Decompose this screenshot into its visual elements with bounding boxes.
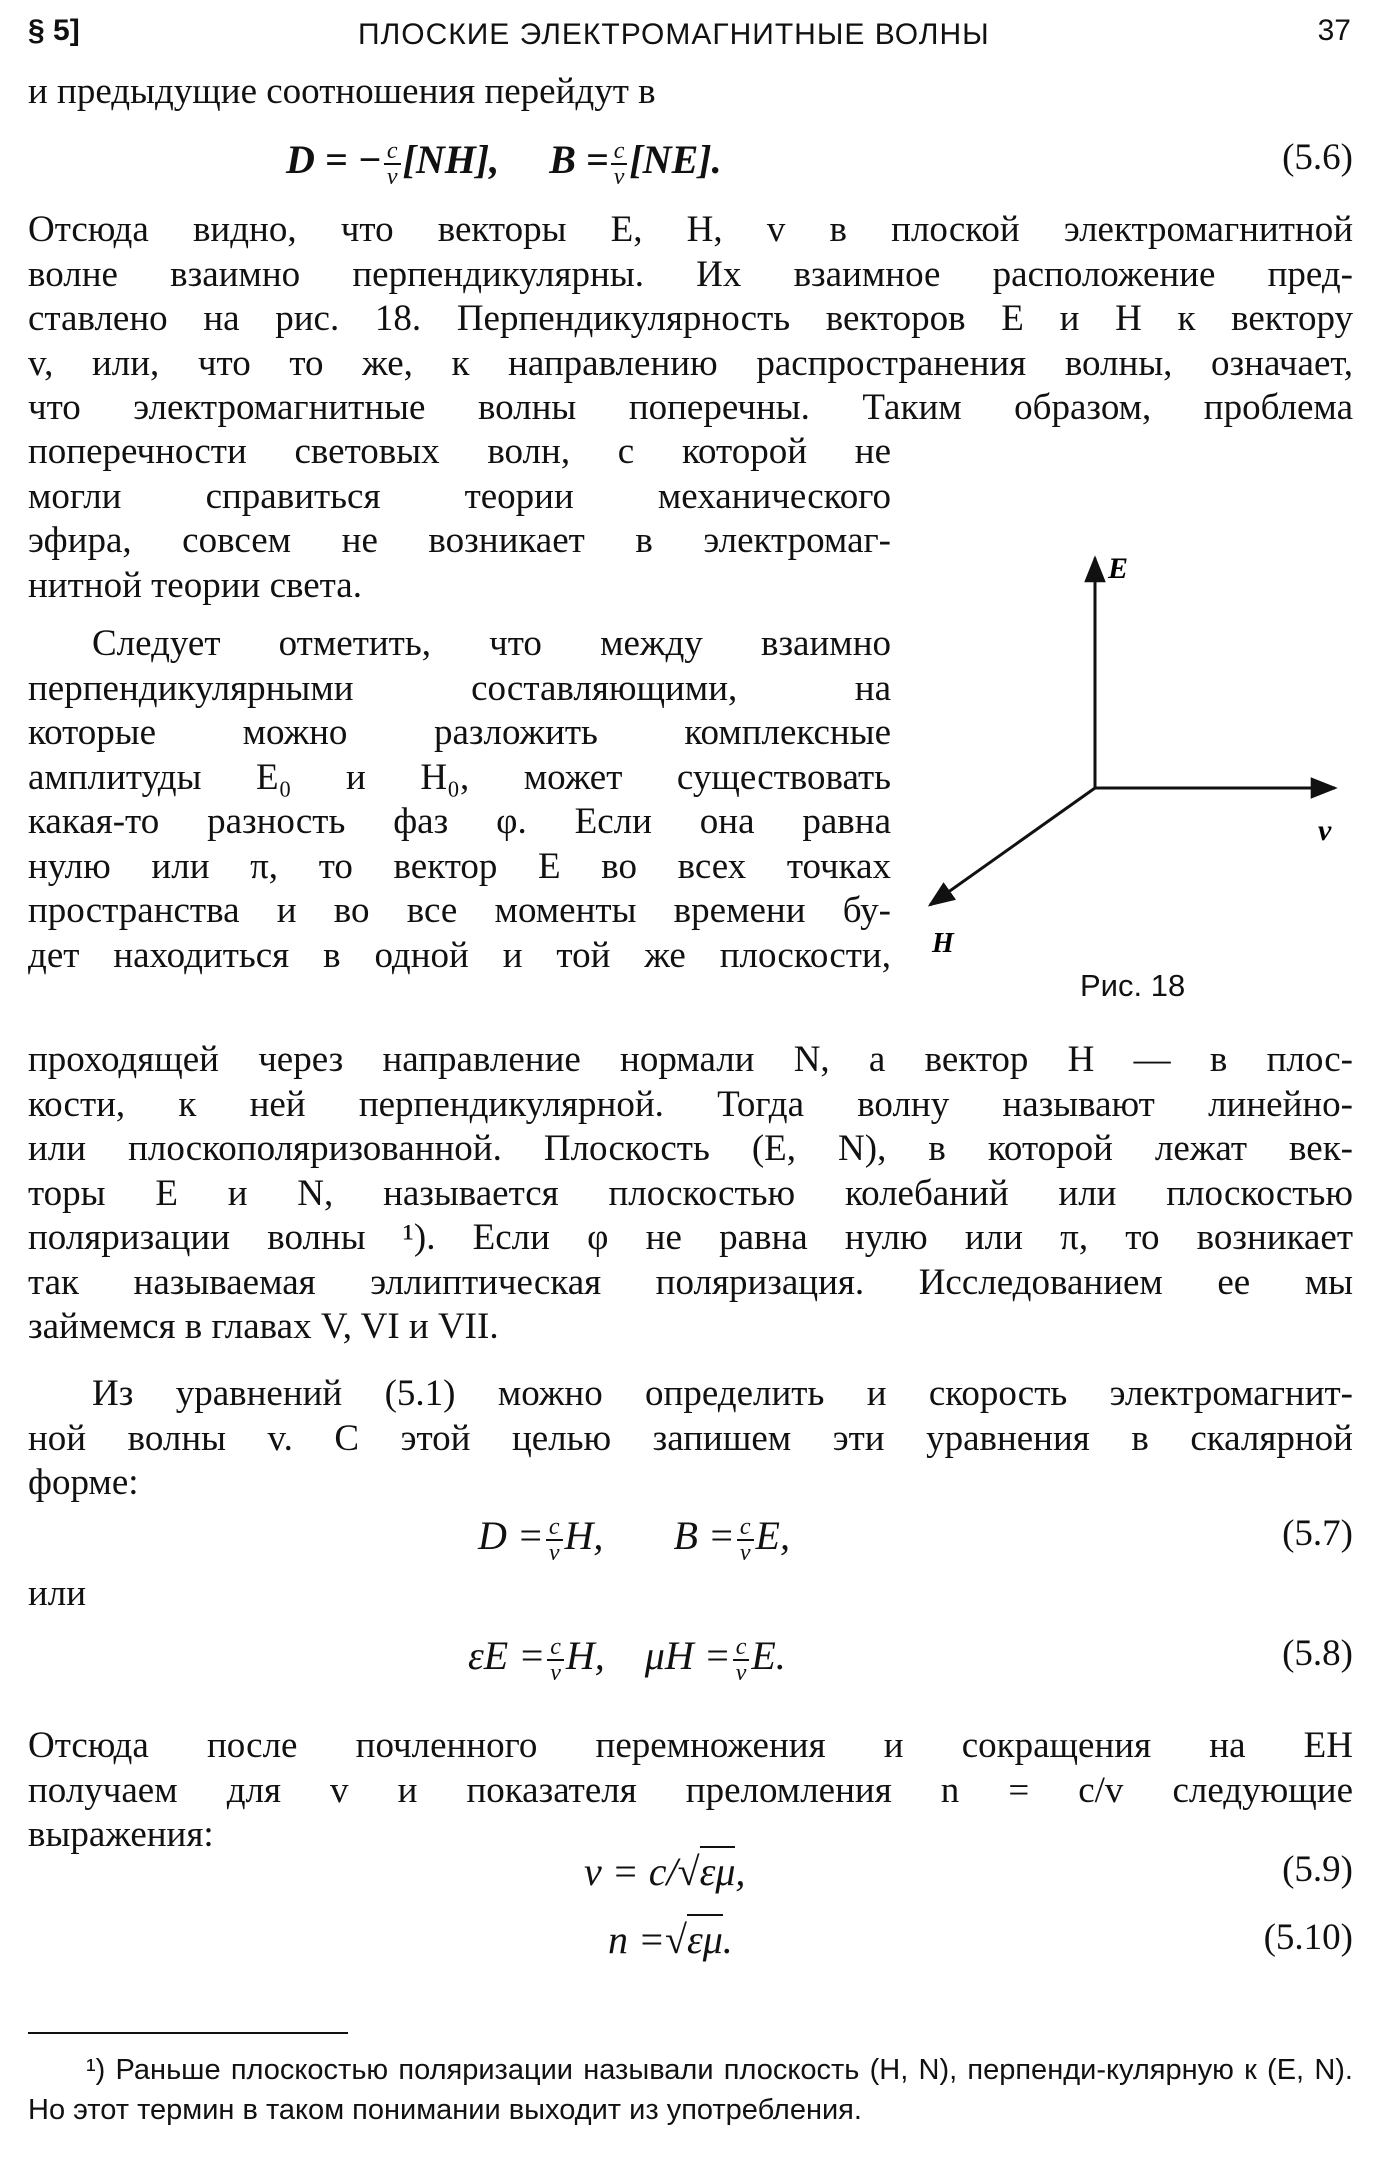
text-line: эфира, совсем не возникает в электромаг- xyxy=(28,520,891,561)
frac-num: c xyxy=(733,1635,750,1661)
frac-den: v xyxy=(735,1659,747,1686)
paragraph-2 xyxy=(28,1038,1353,1350)
radical-sign: √ xyxy=(677,1849,700,1894)
text-line: или xyxy=(28,1573,87,1614)
text-line: нулю или π, то вектор E во всех точках xyxy=(28,845,891,887)
equation-5-10 xyxy=(28,1908,1353,1978)
frac-den: v xyxy=(386,163,398,190)
text-line: поляризации волны ¹). Если φ не равна нулю или π, то возникает xyxy=(28,1217,1353,1258)
text-line: Следует отметить, что между взаимно xyxy=(92,623,891,664)
radicand: εμ xyxy=(687,1914,723,1962)
frac-num: c xyxy=(384,139,401,165)
fraction xyxy=(547,1635,564,1685)
text-line: выражения: xyxy=(28,1814,214,1855)
eq-rhs-E: E. xyxy=(751,1633,786,1678)
text-line: v, или, что то же, к направлению распространения волны, означает, xyxy=(28,342,1353,384)
text-line: которые можно разложить комплексные xyxy=(28,712,891,753)
eq-lhs: n = xyxy=(608,1917,665,1962)
equation-5-7 xyxy=(28,1504,1353,1574)
equation-body xyxy=(608,1916,733,1963)
label-E: E xyxy=(1108,552,1129,585)
fraction xyxy=(611,139,628,189)
intro-line xyxy=(28,70,1353,115)
frac-den: v xyxy=(548,1539,560,1566)
equation-body xyxy=(286,136,722,189)
text-line: торы E и N, называется плоскостью колебаний или плоскостью xyxy=(28,1172,1353,1214)
eq-rhs-H: H, xyxy=(565,1633,605,1678)
equation-body xyxy=(478,1512,790,1565)
chapter-title: ПЛОСКИЕ ЭЛЕКТРОМАГНИТНЫЕ ВОЛНЫ xyxy=(358,18,990,51)
paragraph-1-wrap xyxy=(28,430,891,608)
text-line: Отсюда видно, что векторы E, H, v в плоской электромагнитной xyxy=(28,209,1353,250)
label-v: v xyxy=(1318,814,1332,847)
text-line: волне взаимно перпендикулярны. Их взаимное расположение пред- xyxy=(28,253,1353,295)
figure-caption: Рис. 18 xyxy=(1080,968,1186,1003)
fraction xyxy=(384,139,401,189)
text-line: получаем для v и показателя преломления n = c/v следующие xyxy=(28,1769,1353,1811)
equation-5-9 xyxy=(28,1840,1353,1910)
text-line: дет находиться в одной и той же плоскости, xyxy=(28,934,891,976)
equation-5-8 xyxy=(28,1624,1353,1694)
or-word xyxy=(28,1572,1353,1617)
eq-lhs-D: D = − xyxy=(286,137,382,182)
frac-num: c xyxy=(611,139,628,165)
text-line: нитной теории света. xyxy=(28,564,362,606)
equation-number: (5.9) xyxy=(1282,1849,1353,1890)
text-line: ставлено на рис. 18. Перпендикулярность векторов E и H к вектору xyxy=(28,298,1353,339)
eq-rhs-H: H, xyxy=(564,1513,604,1558)
eq-rhs-NE: [NE]. xyxy=(629,137,722,182)
text-line: амплитуды E₀ и H₀, может существовать xyxy=(28,756,891,798)
text-line: какая-то разность фаз φ. Если она равна xyxy=(28,801,891,842)
frac-num: c xyxy=(546,1515,563,1541)
text-line: что электромагнитные волны поперечны. Таким образом, проблема xyxy=(28,387,1353,428)
fraction xyxy=(546,1515,563,1565)
eq-lhs-eps-E: εE = xyxy=(468,1633,546,1678)
frac-den: v xyxy=(550,1659,561,1686)
eq-lhs-B: B = xyxy=(673,1513,735,1558)
figure-18-vector-diagram xyxy=(910,540,1350,1010)
equation-number: (5.7) xyxy=(1282,1513,1353,1554)
text-line: Отсюда после почленного перемножения и сокращения на EH xyxy=(28,1725,1353,1766)
frac-den: v xyxy=(739,1539,751,1566)
text-line: Из уравнений (5.1) можно определить и скорость электромагнит- xyxy=(92,1373,1353,1414)
text-line: проходящей через направление нормали N, а вектор H — в плос- xyxy=(28,1039,1353,1080)
section-label: § 5] xyxy=(28,14,80,47)
radical-sign: √ xyxy=(665,1917,687,1962)
eq-lhs-mu-H: μH = xyxy=(644,1633,731,1678)
equation-body xyxy=(584,1848,745,1895)
fraction xyxy=(737,1515,754,1565)
text-line: займемся в главах V, VI и VII. xyxy=(28,1306,499,1347)
eq-lhs: v = c/ xyxy=(584,1849,678,1894)
fraction xyxy=(733,1635,750,1685)
text-line: кости, к ней перпендикулярной. Тогда волну называют линейно- xyxy=(28,1083,1353,1125)
equation-number: (5.8) xyxy=(1282,1633,1353,1674)
frac-den: v xyxy=(613,163,625,190)
eq-rhs-E: E, xyxy=(755,1513,790,1558)
text-line: так называемая эллиптическая поляризация. Исследованием ее мы xyxy=(28,1261,1353,1303)
radicand: εμ xyxy=(700,1846,736,1894)
label-H: H xyxy=(932,928,954,959)
equation-body xyxy=(468,1632,786,1685)
text-line: перпендикулярными составляющими, на xyxy=(28,667,891,709)
eq-rhs-NH: [NH], xyxy=(402,137,500,182)
equation-number: (5.6) xyxy=(1282,137,1353,178)
text-line: могли справиться теории механического xyxy=(28,475,891,517)
equation-5-6 xyxy=(28,128,1353,198)
text-line: ной волны v. С этой целью запишем эти уравнения в скалярной xyxy=(28,1417,1353,1459)
running-header xyxy=(28,10,1351,58)
text-line: или плоскополяризованной. Плоскость (E, N), в которой лежат век- xyxy=(28,1128,1353,1169)
frac-num: c xyxy=(547,1635,564,1661)
equation-number: (5.10) xyxy=(1263,1917,1353,1958)
paragraph-2-wrap xyxy=(28,622,891,978)
eq-tail: . xyxy=(722,1917,733,1962)
page-number: 37 xyxy=(1317,14,1351,47)
eq-lhs-D: D = xyxy=(478,1513,544,1558)
text-line: пространства и во все моменты времени бу- xyxy=(28,890,891,931)
footnote: ¹) Раньше плоскостью поляризации называли плоскость (H, N), перпенди-кулярную к (E, N). Но этот термин в таком понимании выходит из употребления. xyxy=(28,2054,1353,2126)
paragraph-4 xyxy=(28,1724,1353,1858)
eq-lhs-B: B = xyxy=(549,137,609,182)
text-line: форме: xyxy=(28,1462,139,1503)
axis-H xyxy=(930,788,1095,905)
frac-num: c xyxy=(737,1515,754,1541)
text-line: поперечности световых волн, с которой не xyxy=(28,431,891,472)
text-line: и предыдущие соотношения перейдут в xyxy=(28,71,656,112)
eq-tail: , xyxy=(735,1849,746,1894)
paragraph-1 xyxy=(28,208,1353,431)
paragraph-3 xyxy=(28,1372,1353,1506)
footnote-separator xyxy=(28,2032,348,2034)
